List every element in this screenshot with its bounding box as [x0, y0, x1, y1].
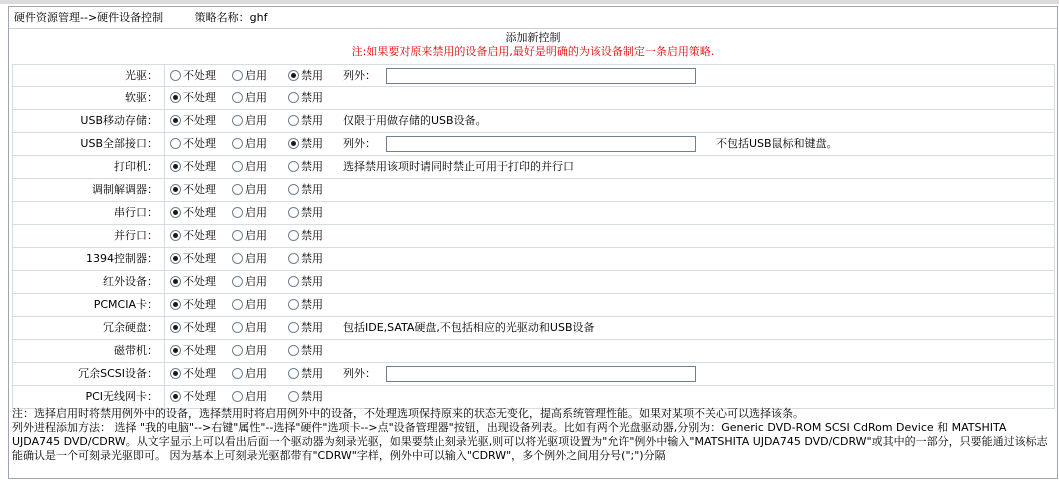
- radio-circle-icon[interactable]: [232, 161, 243, 172]
- radio-enable[interactable]: [232, 110, 267, 132]
- device-row: [12, 64, 1055, 87]
- radio-label: 禁用: [301, 275, 323, 288]
- radio-label: 禁用: [301, 344, 323, 357]
- radio-circle-icon[interactable]: [170, 253, 181, 264]
- radio-label: 启用: [245, 275, 267, 288]
- device-label: 冗余SCSI设备：: [13, 363, 165, 385]
- radio-label: 启用: [245, 160, 267, 173]
- exception-input[interactable]: [386, 68, 696, 84]
- device-label: USB移动存储：: [13, 110, 165, 132]
- device-label: 磁带机：: [13, 340, 165, 362]
- radio-label: 不处理: [183, 298, 216, 311]
- radio-enable[interactable]: [232, 202, 267, 224]
- footer-notes: [12, 407, 1055, 463]
- device-label: 1394控制器：: [13, 248, 165, 270]
- radio-circle-icon[interactable]: [170, 115, 181, 126]
- radio-circle-icon[interactable]: [288, 92, 299, 103]
- radio-label: 禁用: [301, 206, 323, 219]
- radio-label: 禁用: [301, 114, 323, 127]
- row-note: 选择禁用该项时请同时禁止可用于打印的并行口: [343, 160, 574, 173]
- device-row: [12, 110, 1055, 133]
- radio-circle-icon[interactable]: [170, 391, 181, 402]
- radio-circle-icon[interactable]: [288, 70, 299, 81]
- radio-circle-icon[interactable]: [170, 161, 181, 172]
- form-heading: [9, 29, 1057, 59]
- radio-keep[interactable]: [170, 202, 216, 224]
- radio-circle-icon[interactable]: [288, 230, 299, 241]
- device-row: [12, 294, 1055, 317]
- radio-circle-icon[interactable]: [288, 161, 299, 172]
- radio-label: 不处理: [183, 183, 216, 196]
- radio-circle-icon[interactable]: [288, 368, 299, 379]
- radio-circle-icon[interactable]: [232, 368, 243, 379]
- radio-disable[interactable]: [288, 156, 323, 178]
- radio-keep[interactable]: [170, 363, 216, 385]
- policy-form: [8, 6, 1058, 479]
- title-bar: [9, 7, 1057, 29]
- radio-keep[interactable]: [170, 65, 216, 87]
- device-label: 光驱：: [13, 65, 165, 87]
- radio-label: 不处理: [183, 321, 216, 334]
- radio-circle-icon[interactable]: [170, 138, 181, 149]
- radio-circle-icon[interactable]: [288, 322, 299, 333]
- footer-note: 注：选择启用时将禁用例外中的设备，选择禁用时将启用例外中的设备，不处理选项保持原来的状态无变化，提高系统管理性能。如果对某项不关心可以选择该条。: [12, 407, 804, 420]
- radio-label: 启用: [245, 91, 267, 104]
- radio-circle-icon[interactable]: [288, 345, 299, 356]
- radio-label: 不处理: [183, 275, 216, 288]
- radio-enable[interactable]: [232, 386, 267, 408]
- device-row: [12, 156, 1055, 179]
- radio-disable[interactable]: [288, 271, 323, 293]
- radio-keep[interactable]: [170, 133, 216, 155]
- radio-circle-icon[interactable]: [288, 184, 299, 195]
- radio-label: 不处理: [183, 69, 216, 82]
- radio-circle-icon[interactable]: [288, 138, 299, 149]
- radio-disable[interactable]: [288, 363, 323, 385]
- radio-keep[interactable]: [170, 179, 216, 201]
- radio-label: 不处理: [183, 137, 216, 150]
- radio-keep[interactable]: [170, 156, 216, 178]
- exception-input[interactable]: [386, 136, 696, 152]
- radio-keep[interactable]: [170, 340, 216, 362]
- radio-keep[interactable]: [170, 87, 216, 109]
- radio-enable[interactable]: [232, 87, 267, 109]
- device-row: [12, 225, 1055, 248]
- radio-circle-icon[interactable]: [232, 207, 243, 218]
- radio-circle-icon[interactable]: [232, 230, 243, 241]
- radio-keep[interactable]: [170, 294, 216, 316]
- radio-label: 禁用: [301, 69, 323, 82]
- radio-label: 启用: [245, 183, 267, 196]
- radio-circle-icon[interactable]: [232, 253, 243, 264]
- radio-circle-icon[interactable]: [232, 391, 243, 402]
- radio-enable[interactable]: [232, 133, 267, 155]
- form-title: 添加新控制: [505, 31, 561, 44]
- radio-disable[interactable]: [288, 225, 323, 247]
- radio-disable[interactable]: [288, 317, 323, 339]
- radio-label: 禁用: [301, 91, 323, 104]
- top-border: [0, 0, 1059, 4]
- exception-input[interactable]: [386, 366, 696, 382]
- radio-label: 不处理: [183, 252, 216, 265]
- radio-circle-icon[interactable]: [232, 92, 243, 103]
- device-row: [12, 340, 1055, 363]
- device-row: [12, 248, 1055, 271]
- device-row: [12, 202, 1055, 225]
- device-label: 冗余硬盘：: [13, 317, 165, 339]
- device-label: 打印机：: [13, 156, 165, 178]
- radio-circle-icon[interactable]: [170, 230, 181, 241]
- radio-disable[interactable]: [288, 87, 323, 109]
- radio-circle-icon[interactable]: [288, 299, 299, 310]
- radio-circle-icon[interactable]: [170, 322, 181, 333]
- radio-keep[interactable]: [170, 225, 216, 247]
- radio-enable[interactable]: [232, 363, 267, 385]
- device-row: [12, 87, 1055, 110]
- radio-label: 禁用: [301, 298, 323, 311]
- radio-circle-icon[interactable]: [170, 299, 181, 310]
- radio-label: 启用: [245, 229, 267, 242]
- device-row: [12, 317, 1055, 340]
- radio-circle-icon[interactable]: [170, 70, 181, 81]
- radio-label: 不处理: [183, 160, 216, 173]
- radio-circle-icon[interactable]: [170, 207, 181, 218]
- device-label: 红外设备：: [13, 271, 165, 293]
- radio-label: 禁用: [301, 367, 323, 380]
- radio-disable[interactable]: [288, 202, 323, 224]
- radio-disable[interactable]: [288, 386, 323, 408]
- radio-enable[interactable]: [232, 294, 267, 316]
- radio-circle-icon[interactable]: [170, 184, 181, 195]
- radio-label: 启用: [245, 298, 267, 311]
- radio-label: 启用: [245, 206, 267, 219]
- radio-label: 禁用: [301, 183, 323, 196]
- radio-label: 不处理: [183, 114, 216, 127]
- policy-name-label: 策略名称：: [194, 11, 250, 24]
- device-label: PCMCIA卡：: [13, 294, 165, 316]
- device-rows: [12, 64, 1055, 409]
- device-label: 串行口：: [13, 202, 165, 224]
- radio-circle-icon[interactable]: [170, 345, 181, 356]
- radio-label: 禁用: [301, 321, 323, 334]
- device-row: [12, 386, 1055, 409]
- device-label: USB全部接口：: [13, 133, 165, 155]
- radio-circle-icon[interactable]: [232, 115, 243, 126]
- form-warning-note: 注:如果要对原来禁用的设备启用,最好是明确的为该设备制定一条启用策略.: [351, 45, 715, 58]
- radio-keep[interactable]: [170, 271, 216, 293]
- radio-label: 不处理: [183, 344, 216, 357]
- radio-disable[interactable]: [288, 248, 323, 270]
- radio-keep[interactable]: [170, 386, 216, 408]
- radio-circle-icon[interactable]: [232, 184, 243, 195]
- radio-label: 启用: [245, 252, 267, 265]
- exception-label: 列外：: [343, 137, 376, 150]
- radio-label: 不处理: [183, 229, 216, 242]
- radio-label: 禁用: [301, 160, 323, 173]
- radio-circle-icon[interactable]: [288, 391, 299, 402]
- radio-circle-icon[interactable]: [288, 253, 299, 264]
- row-note: 不包括USB鼠标和键盘。: [716, 137, 838, 150]
- radio-circle-icon[interactable]: [232, 276, 243, 287]
- radio-disable[interactable]: [288, 179, 323, 201]
- radio-disable[interactable]: [288, 110, 323, 132]
- radio-enable[interactable]: [232, 156, 267, 178]
- radio-enable[interactable]: [232, 179, 267, 201]
- radio-circle-icon[interactable]: [232, 299, 243, 310]
- radio-circle-icon[interactable]: [288, 276, 299, 287]
- exception-label: 列外：: [343, 69, 376, 82]
- radio-circle-icon[interactable]: [288, 207, 299, 218]
- radio-enable[interactable]: [232, 317, 267, 339]
- device-label: 调制解调器：: [13, 179, 165, 201]
- radio-disable[interactable]: [288, 294, 323, 316]
- radio-circle-icon[interactable]: [170, 368, 181, 379]
- radio-label: 启用: [245, 321, 267, 334]
- radio-enable[interactable]: [232, 271, 267, 293]
- radio-enable[interactable]: [232, 248, 267, 270]
- radio-label: 禁用: [301, 137, 323, 150]
- device-row: [12, 179, 1055, 202]
- radio-label: 不处理: [183, 91, 216, 104]
- device-label: 并行口：: [13, 225, 165, 247]
- radio-disable[interactable]: [288, 340, 323, 362]
- radio-label: 禁用: [301, 390, 323, 403]
- radio-label: 禁用: [301, 252, 323, 265]
- radio-circle-icon[interactable]: [170, 92, 181, 103]
- radio-keep[interactable]: [170, 317, 216, 339]
- exception-label: 列外：: [343, 367, 376, 380]
- row-note: 包括IDE,SATA硬盘,不包括相应的光驱动和USB设备: [343, 321, 595, 334]
- radio-circle-icon[interactable]: [232, 322, 243, 333]
- radio-keep[interactable]: [170, 248, 216, 270]
- radio-disable[interactable]: [288, 133, 323, 155]
- radio-circle-icon[interactable]: [232, 138, 243, 149]
- radio-label: 不处理: [183, 206, 216, 219]
- radio-label: 禁用: [301, 229, 323, 242]
- radio-label: 启用: [245, 390, 267, 403]
- footer-howto: 列外进程添加方法： 选择 "我的电脑"-->右键"属性"--选择"硬件"选项卡-->点"设备管理器"按钮，出现设备列表。比如有两个光盘驱动器,分别为：Generic DVD-ROM SCSI CdRom Device 和 MATSHITA UJDA745 DVD/CDRW。从文字显示上可以看出后面一个驱动器为刻录光驱，如果要禁止刻录光驱,则可以将光驱项设置为"允许"例外中输入"MATSHITA UJDA745 DVD/CDRW"或其中的一部分，只要能通过该标志能确认是一个可刻录光驱即可。 因为基本上可刻录光驱都带有"CDRW"字样，例外中可以输入"CDRW"，多个例外之间用分号(";")分隔: [12, 421, 1048, 462]
- radio-circle-icon[interactable]: [170, 276, 181, 287]
- radio-disable[interactable]: [288, 65, 323, 87]
- radio-circle-icon[interactable]: [288, 115, 299, 126]
- device-row: [12, 271, 1055, 294]
- radio-label: 不处理: [183, 390, 216, 403]
- radio-label: 不处理: [183, 367, 216, 380]
- radio-label: 启用: [245, 114, 267, 127]
- radio-enable[interactable]: [232, 340, 267, 362]
- device-label: 软驱：: [13, 87, 165, 109]
- device-row: [12, 133, 1055, 156]
- policy-name: ghf: [249, 11, 268, 24]
- device-row: [12, 363, 1055, 386]
- breadcrumb: 硬件资源管理-->硬件设备控制: [14, 11, 164, 24]
- radio-enable[interactable]: [232, 225, 267, 247]
- radio-circle-icon[interactable]: [232, 70, 243, 81]
- device-label: PCI无线网卡：: [13, 386, 165, 408]
- radio-keep[interactable]: [170, 110, 216, 132]
- radio-label: 启用: [245, 137, 267, 150]
- radio-label: 启用: [245, 367, 267, 380]
- row-note: 仅限于用做存储的USB设备。: [343, 114, 487, 127]
- radio-circle-icon[interactable]: [232, 345, 243, 356]
- radio-label: 启用: [245, 69, 267, 82]
- radio-enable[interactable]: [232, 65, 267, 87]
- radio-label: 启用: [245, 344, 267, 357]
